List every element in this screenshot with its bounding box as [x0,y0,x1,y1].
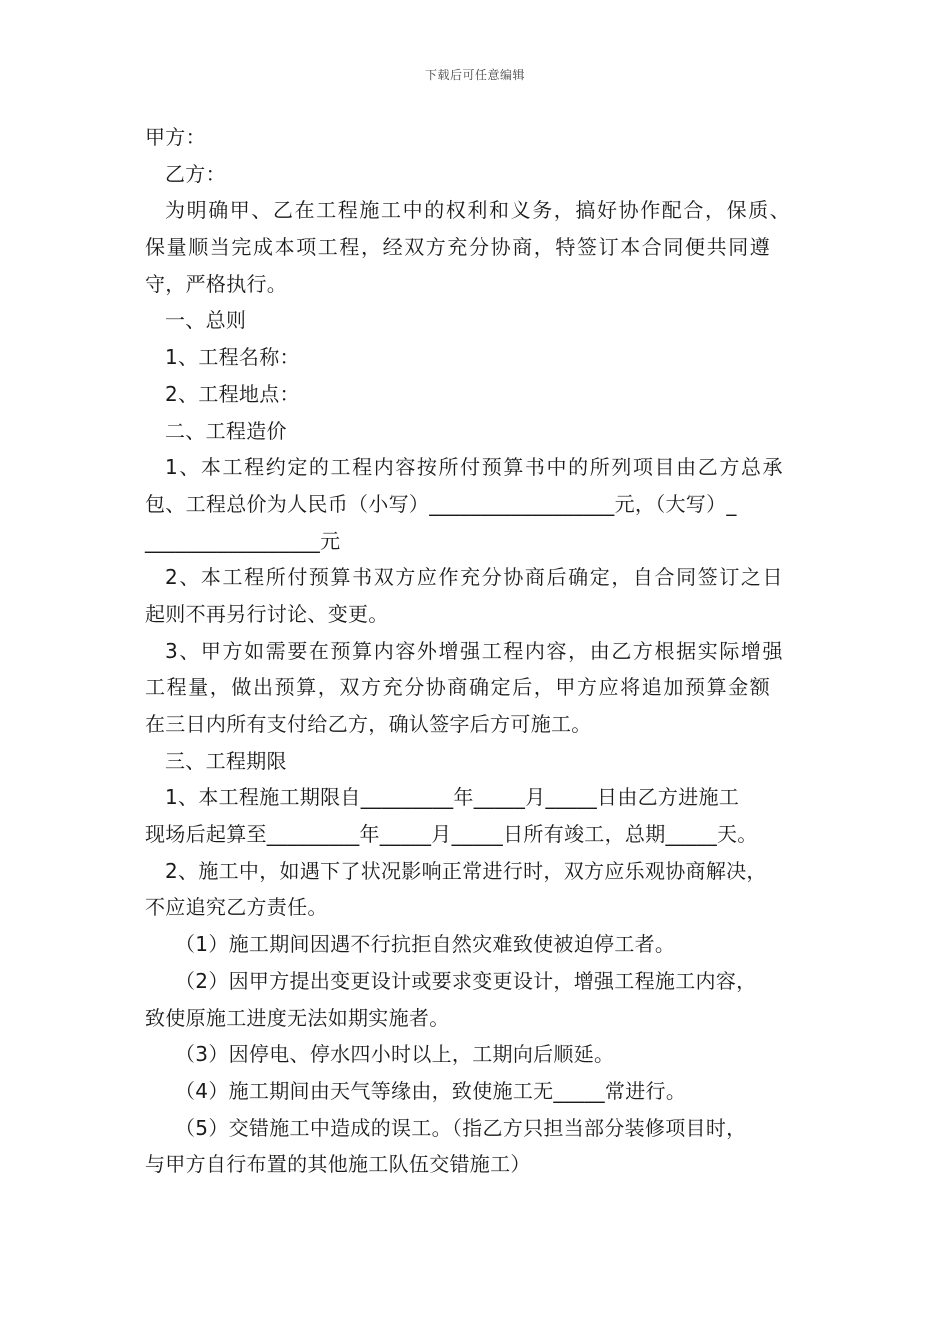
sub-clause-line: （2）因甲方提出变更设计或要求变更设计，增强工程施工内容， [175,968,757,993]
sub-clause-line: （4）施工期间由天气等缘由，致使施工无_____常进行。 [175,1078,687,1103]
clause-line: 包、工程总价为人民币（小写）__________________元，（大写）_ [145,491,737,516]
preamble-line: 守，严格执行。 [145,271,288,296]
clause-line: 起则不再另行讨论、变更。 [145,601,389,626]
clause-line: 不应追究乙方责任。 [145,895,328,920]
page-header-note: 下载后可任意编辑 [424,68,525,82]
clause-line: _________________元 [145,528,341,553]
clause-line: 现场后起算至_________年_____月_____日所有竣工，总期_____天。 [145,822,758,847]
clause-line: 3、甲方如需要在预算内容外增强工程内容，由乙方根据实际增强 [165,638,785,663]
party-a-line: 甲方： [145,125,206,149]
clause-line: 2、本工程所付预算书双方应作充分协商后确定，自合同签订之日 [165,565,785,590]
clause-line: 2、工程地点： [165,381,300,406]
clause-line: 在三日内所有支付给乙方，确认签字后方可施工。 [145,712,592,736]
clause-line: 工程量，做出预算，双方充分协商确定后，甲方应将追加预算金额 [145,675,772,700]
sub-clause-line: 致使原施工进度无法如期实施者。 [145,1005,450,1030]
preamble-line: 保量顺当完成本项工程，经双方充分协商，特签订本合同便共同遵 [145,235,772,260]
preamble-line: 为明确甲、乙在工程施工中的权利和义务，搞好协作配合，保质、 [165,198,792,223]
sub-clause-line: （5）交错施工中造成的误工。（指乙方只担当部分装修项目时， [175,1115,747,1140]
sub-clause-line: 与甲方自行布置的其他施工队伍交错施工） [145,1152,531,1177]
section-heading-general: 一、总则 [165,308,247,333]
clause-line: 2、施工中，如遇下了状况影响正常进行时，双方应乐观协商解决， [165,858,767,883]
section-heading-cost: 二、工程造价 [165,418,287,443]
sub-clause-line: （1）施工期间因遇不行抗拒自然灾难致使被迫停工者。 [175,932,676,957]
section-heading-schedule: 三、工程期限 [165,748,287,773]
sub-clause-line: （3）因停电、停水四小时以上，工期向后顺延。 [175,1042,615,1067]
clause-line: 1、工程名称： [165,345,300,370]
clause-line: 1、本工程约定的工程内容按所付预算书中的所列项目由乙方总承 [165,455,785,480]
clause-line: 1、本工程施工期限自_________年_____月_____日由乙方进施工 [165,785,740,810]
contract-body [145,119,815,1183]
party-b-line: 乙方： [165,161,226,186]
